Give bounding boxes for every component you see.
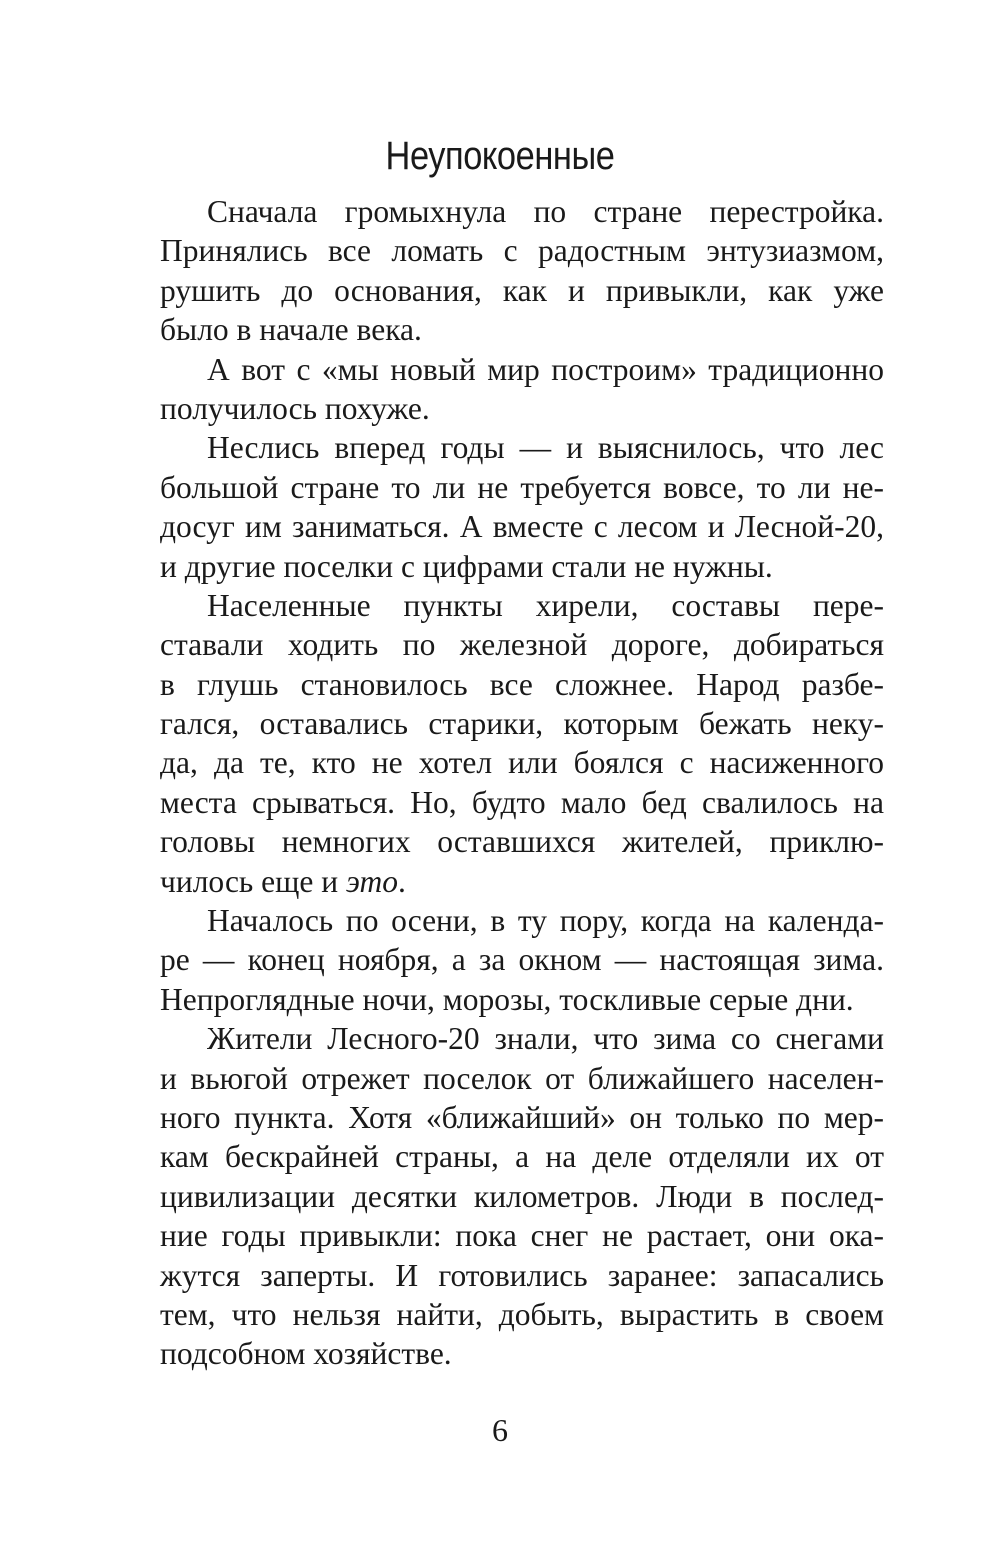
- text-line: Началось по осени, в ту пору, когда на календа-: [207, 903, 884, 939]
- body-text: [160, 192, 884, 1374]
- text-line: А вот с «мы новый мир построим» традиционно: [207, 351, 884, 387]
- text-line: тем, что нельзя найти, добыть, вырастить в своем: [160, 1296, 884, 1332]
- text-line: ного пункта. Хотя «ближайший» он только по мер-: [160, 1099, 884, 1135]
- text-line: жутся заперты. И готовились заранее: запасались: [160, 1257, 884, 1293]
- paragraph-4: [160, 586, 884, 901]
- text-line: Сначала громыхнула по стране перестройка.: [207, 194, 884, 229]
- text-line: досуг им заниматься. А вместе с лесом и Лесной-20,: [160, 509, 884, 545]
- text-fragment: .: [398, 863, 406, 899]
- text-line: ставали ходить по железной дороге, добираться: [160, 627, 884, 663]
- text-line: гался, оставались старики, которым бежать неку-: [160, 706, 884, 742]
- text-line: головы немногих оставшихся жителей, приклю-: [160, 824, 884, 860]
- text-fragment: чилось еще и: [160, 863, 347, 899]
- text-line: Жители Лесного-20 знали, что зима со снегами: [207, 1021, 884, 1057]
- text-line: и другие поселки с цифрами стали не нужны.: [160, 548, 773, 584]
- text-line: в глушь становилось все сложнее. Народ разбе-: [160, 666, 884, 702]
- paragraph-3: [160, 428, 884, 586]
- chapter-title: Неупокоенные: [385, 134, 615, 178]
- text-line: ние годы привыкли: пока снег не растает, они ока-: [160, 1218, 884, 1254]
- text-line: места срываться. Но, будто мало бед свалилось на: [160, 784, 884, 820]
- text-line: ре — конец ноября, а за окном — настоящая зима.: [160, 942, 884, 978]
- text-line: получилось похуже.: [160, 390, 430, 426]
- paragraph-1: [160, 192, 884, 350]
- text-line: Непроглядные ночи, морозы, тоскливые серые дни.: [160, 981, 854, 1017]
- text-line: большой стране то ли не требуется вовсе, то ли не-: [160, 469, 884, 505]
- text-line: Населенные пункты хирели, составы пере-: [207, 587, 884, 623]
- text-line: было в начале века.: [160, 312, 422, 348]
- text-line: кам бескрайней страны, а на деле отделяли их от: [160, 1139, 884, 1175]
- emphasized-word: это: [346, 863, 398, 899]
- text-line: подсобном хозяйстве.: [160, 1336, 452, 1372]
- paragraph-6: [160, 1019, 884, 1374]
- text-line: [160, 862, 884, 901]
- page-number: 6: [492, 1412, 508, 1448]
- text-line: цивилизации десятки километров. Люди в послед-: [160, 1178, 884, 1214]
- text-line: и вьюгой отрежет поселок от ближайшего населен-: [160, 1060, 884, 1096]
- paragraph-5: [160, 901, 884, 1019]
- text-line: рушить до основания, как и привыкли, как уже: [160, 272, 884, 308]
- text-line: Неслись вперед годы — и выяснилось, что лес: [207, 430, 884, 466]
- text-line: Принялись все ломать с радостным энтузиазмом,: [160, 233, 884, 269]
- paragraph-2: [160, 350, 884, 429]
- text-line: да, да те, кто не хотел или боялся с насиженного: [160, 745, 884, 781]
